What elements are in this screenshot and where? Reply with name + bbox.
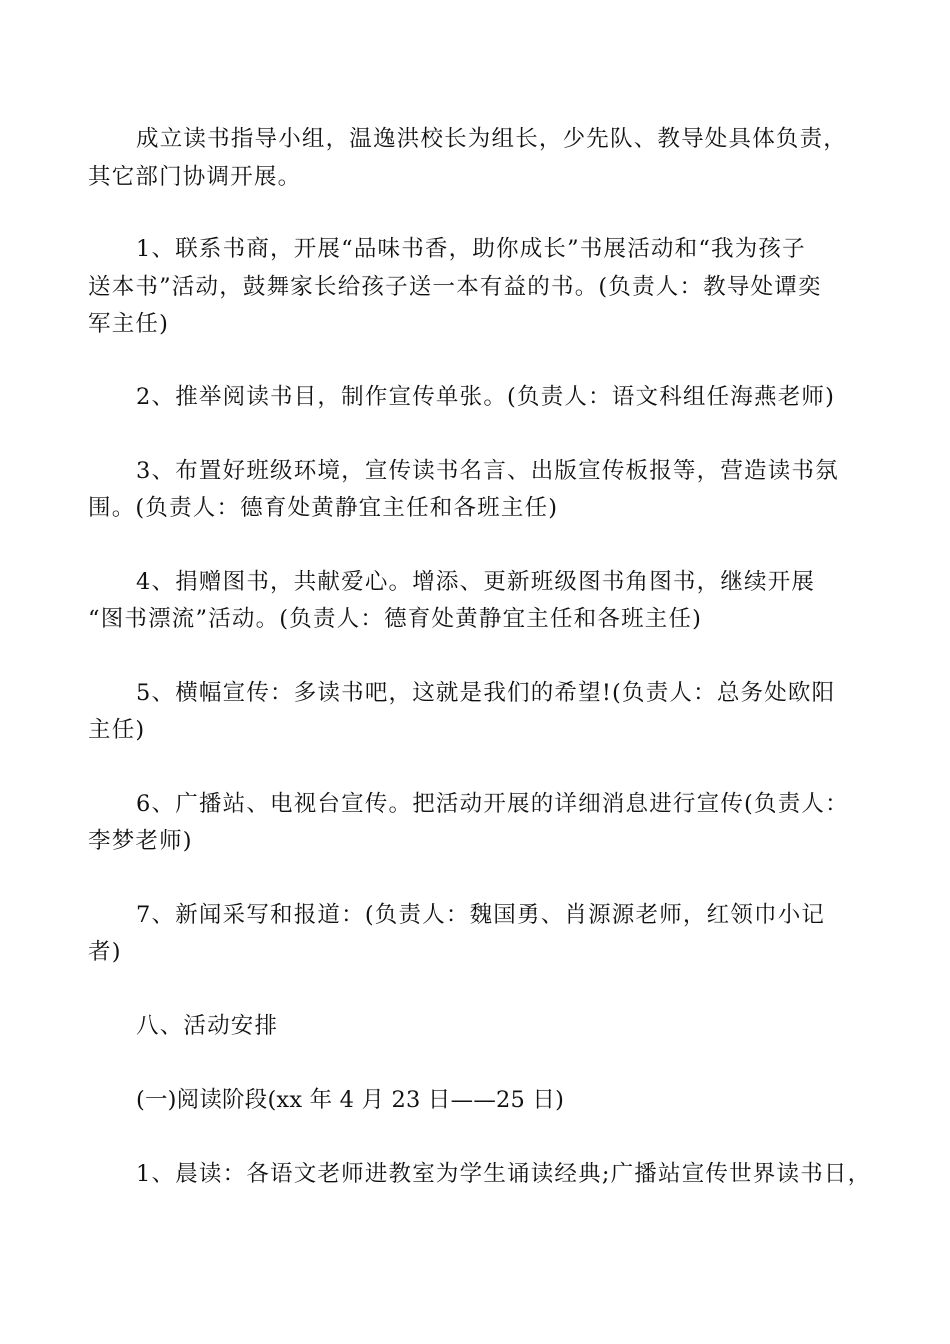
item-1-line-3: 军主任): [88, 311, 170, 337]
item-4-line-1: 4、捐赠图书，共献爱心。增添、更新班级图书角图书，继续开展: [136, 569, 816, 595]
item-1-line-1: 1、联系书商，开展“品味书香，助你成长”书展活动和“我为孩子: [136, 236, 806, 262]
item-6-line-2: 李梦老师): [88, 828, 193, 854]
item-4-line-2: “图书漂流”活动。(负责人：德育处黄静宜主任和各班主任): [88, 606, 703, 632]
item-6-line-1: 6、广播站、电视台宣传。把活动开展的详细消息进行宣传(负责人：: [136, 791, 849, 817]
item-3-line-2: 围。(负责人：德育处黄静宜主任和各班主任): [88, 495, 559, 521]
subsection-heading: (一)阅读阶段(xx 年 4 月 23 日——25 日): [136, 1087, 565, 1113]
activity-1-line-1: 1、晨读：各语文老师进教室为学生诵读经典;广播站宣传世界读书日，: [136, 1161, 872, 1187]
item-5-line-1: 5、横幅宣传：多读书吧，这就是我们的希望!(负责人：总务处欧阳: [136, 680, 836, 706]
item-7-line-2: 者): [88, 939, 122, 965]
item-7-line-1: 7、新闻采写和报道：(负责人：魏国勇、肖源源老师，红领巾小记: [136, 902, 826, 928]
paragraph-intro-line-1: 成立读书指导小组，温逸洪校长为组长，少先队、教导处具体负责，: [136, 126, 848, 152]
item-1-line-2: 送本书”活动，鼓舞家长给孩子送一本有益的书。(负责人：教导处谭奕: [88, 274, 822, 300]
item-5-line-2: 主任): [88, 717, 146, 743]
item-2-line-1: 2、推举阅读书目，制作宣传单张。(负责人：语文科组任海燕老师): [136, 384, 836, 410]
item-3-line-1: 3、布置好班级环境，宣传读书名言、出版宣传板报等，营造读书氛: [136, 458, 839, 484]
section-heading: 八、活动安排: [136, 1013, 279, 1039]
paragraph-intro-line-2: 其它部门协调开展。: [88, 164, 302, 190]
